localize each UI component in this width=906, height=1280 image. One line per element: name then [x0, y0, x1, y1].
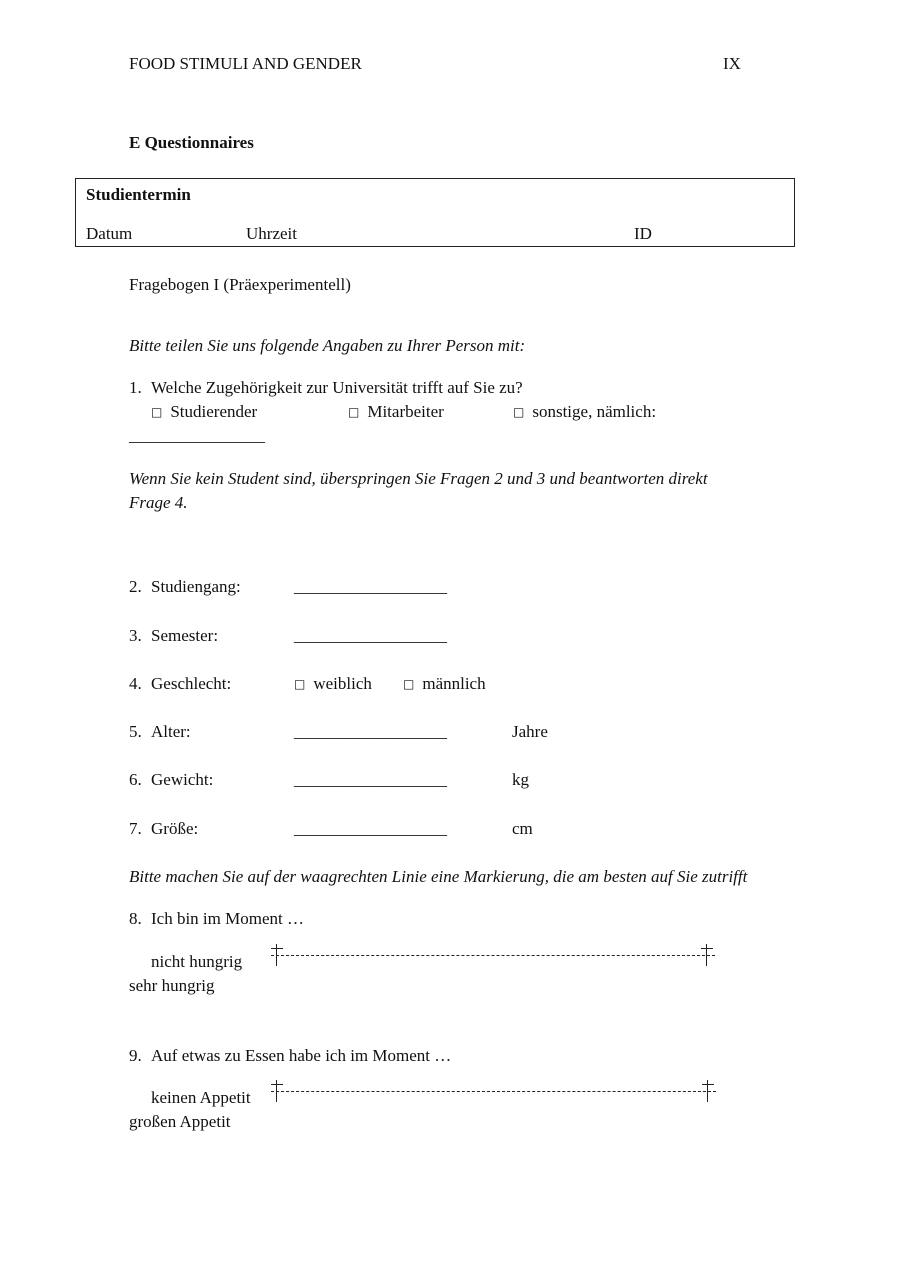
q8-right-anchor: sehr hungrig: [129, 976, 215, 995]
id-label: ID: [634, 224, 652, 243]
q3-number: 3.: [129, 626, 142, 645]
q4-number: 4.: [129, 674, 142, 693]
q2-blank[interactable]: __________________: [294, 577, 447, 596]
q8-text: Ich bin im Moment …: [151, 909, 304, 928]
scale-left-cap: [271, 1084, 283, 1085]
q6-number: 6.: [129, 770, 142, 789]
q8-number: 8.: [129, 909, 142, 928]
checkbox-icon[interactable]: □: [513, 405, 525, 419]
q9-text: Auf etwas zu Essen habe ich im Moment …: [151, 1046, 452, 1065]
q1-other-blank[interactable]: ________________: [129, 426, 265, 445]
checkbox-icon[interactable]: □: [403, 677, 415, 691]
q4-option-weiblich[interactable]: [294, 674, 372, 694]
q1-text: Welche Zugehörigkeit zur Universität trifft auf Sie zu?: [151, 378, 523, 397]
intro-instruction: Bitte teilen Sie uns folgende Angaben zu Ihrer Person mit:: [129, 336, 526, 355]
q6-blank[interactable]: __________________: [294, 770, 447, 789]
q7-number: 7.: [129, 819, 142, 838]
q2-number: 2.: [129, 577, 142, 596]
checkbox-icon[interactable]: □: [348, 405, 360, 419]
scale-right-cap: [701, 948, 713, 949]
section-heading: E Questionnaires: [129, 133, 254, 152]
q4-option-label: weiblich: [313, 674, 372, 693]
q9-visual-analog-scale[interactable]: [271, 1088, 716, 1112]
q3-blank[interactable]: __________________: [294, 626, 447, 645]
q9-left-anchor: keinen Appetit: [151, 1088, 251, 1107]
scale-left-cap: [271, 948, 283, 949]
q7-label: Größe:: [151, 819, 199, 838]
running-header-title: FOOD STIMULI AND GENDER: [129, 54, 362, 73]
q1-option-mitarbeiter[interactable]: [348, 402, 444, 422]
page-number: IX: [723, 54, 741, 73]
q1-option-label: sonstige, nämlich:: [532, 402, 657, 421]
q1-option-label: Mitarbeiter: [367, 402, 444, 421]
appointment-box-title: Studientermin: [86, 185, 191, 204]
q6-label: Gewicht:: [151, 770, 214, 789]
q5-label: Alter:: [151, 722, 191, 741]
time-label: Uhrzeit: [246, 224, 297, 243]
q8-visual-analog-scale[interactable]: [271, 952, 715, 976]
date-label: Datum: [86, 224, 133, 243]
q5-blank[interactable]: __________________: [294, 722, 447, 741]
checkbox-icon[interactable]: □: [151, 405, 163, 419]
q5-unit: Jahre: [512, 722, 548, 741]
q1-option-label: Studierender: [170, 402, 258, 421]
q4-label: Geschlecht:: [151, 674, 232, 693]
scale-instruction: Bitte machen Sie auf der waagrechten Linie eine Markierung, die am besten auf Sie zutrifft: [129, 867, 748, 886]
q1-option-studierender[interactable]: [151, 402, 257, 422]
q5-number: 5.: [129, 722, 142, 741]
q7-blank[interactable]: __________________: [294, 819, 447, 838]
q6-unit: kg: [512, 770, 529, 789]
questionnaire-title: Fragebogen I (Präexperimentell): [129, 275, 351, 294]
q1-number: 1.: [129, 378, 142, 397]
q3-label: Semester:: [151, 626, 219, 645]
skip-note-line1: Wenn Sie kein Student sind, überspringen Sie Fragen 2 und 3 und beantworten direkt: [129, 469, 708, 488]
scale-line: [271, 1091, 716, 1092]
q2-label: Studiengang:: [151, 577, 241, 596]
scale-right-cap: [702, 1084, 714, 1085]
q1-option-sonstige[interactable]: [513, 402, 656, 422]
q4-option-maennlich[interactable]: [403, 674, 486, 694]
q9-number: 9.: [129, 1046, 142, 1065]
q7-unit: cm: [512, 819, 533, 838]
checkbox-icon[interactable]: □: [294, 677, 306, 691]
q8-left-anchor: nicht hungrig: [151, 952, 243, 971]
q4-option-label: männlich: [422, 674, 486, 693]
q9-right-anchor: großen Appetit: [129, 1112, 231, 1131]
scale-line: [271, 955, 715, 956]
skip-note-line2: Frage 4.: [129, 493, 188, 512]
